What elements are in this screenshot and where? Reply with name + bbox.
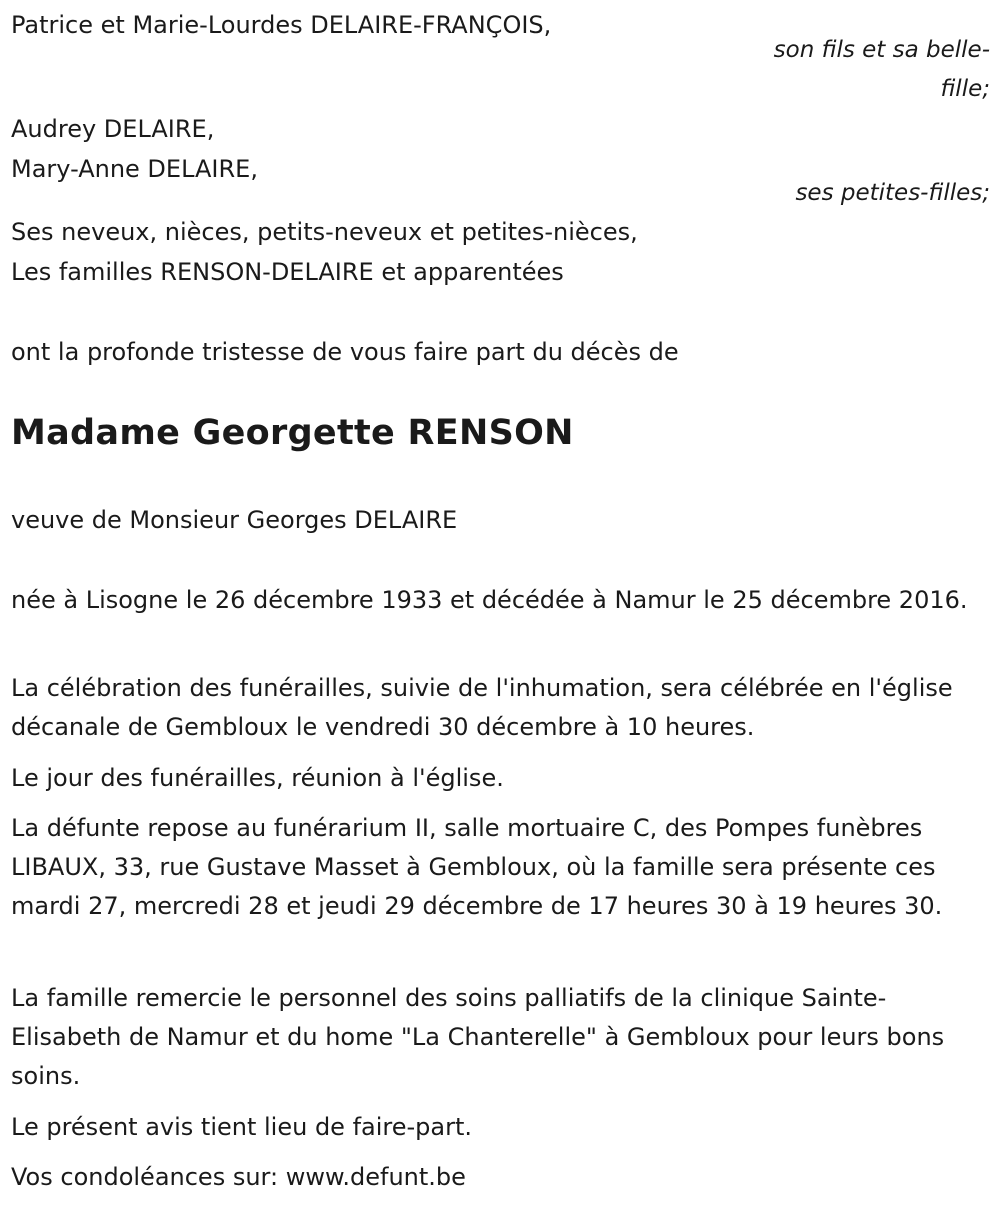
notice-paragraph: Le présent avis tient lieu de faire-part. bbox=[11, 1113, 473, 1141]
granddaughter-mary-anne: Mary-Anne DELAIRE, bbox=[11, 155, 258, 183]
announcement-text: ont la profonde tristesse de vous faire part du décès de bbox=[11, 338, 679, 366]
granddaughters-role: ses petites-filles; bbox=[795, 180, 990, 206]
deceased-name: Madame Georgette RENSON bbox=[11, 413, 574, 453]
related-families: Les familles RENSON-DELAIRE et apparentées bbox=[11, 258, 564, 286]
widow-of-text: veuve de Monsieur Georges DELAIRE bbox=[11, 506, 458, 534]
thanks-paragraph: La famille remercie le personnel des soins palliatifs de la clinique Sainte-Elisabeth de Namur et du home "La Chanterelle" à Gembloux pour leurs bons soins. bbox=[11, 984, 945, 1090]
son-role-line-2: fille; bbox=[940, 76, 990, 102]
funeral-paragraph: La célébration des funérailles, suivie de l'inhumation, sera célébrée en l'église décanale de Gembloux le vendredi 30 décembre à 10 heures. bbox=[11, 674, 953, 741]
rest-location-paragraph: La défunte repose au funérarium II, salle mortuaire C, des Pompes funèbres LIBAUX, 33, rue Gustave Masset à Gembloux, où la famille sera présente ces mardi 27, mercredi 28 et jeudi 29 décembre de 17 heures 30 à 19 heures 30. bbox=[11, 814, 943, 920]
condolences-paragraph: Vos condoléances sur: www.defunt.be bbox=[11, 1163, 466, 1191]
nephews-nieces: Ses neveux, nièces, petits-neveux et petites-nièces, bbox=[11, 218, 638, 246]
granddaughter-audrey: Audrey DELAIRE, bbox=[11, 115, 215, 143]
meeting-paragraph: Le jour des funérailles, réunion à l'église. bbox=[11, 764, 504, 792]
birth-death-paragraph: née à Lisogne le 26 décembre 1933 et décédée à Namur le 25 décembre 2016. bbox=[11, 586, 968, 614]
son-role-line-1: son fils et sa belle- bbox=[773, 37, 990, 63]
son-couple-names: Patrice et Marie-Lourdes DELAIRE-FRANÇOIS, bbox=[11, 11, 552, 39]
